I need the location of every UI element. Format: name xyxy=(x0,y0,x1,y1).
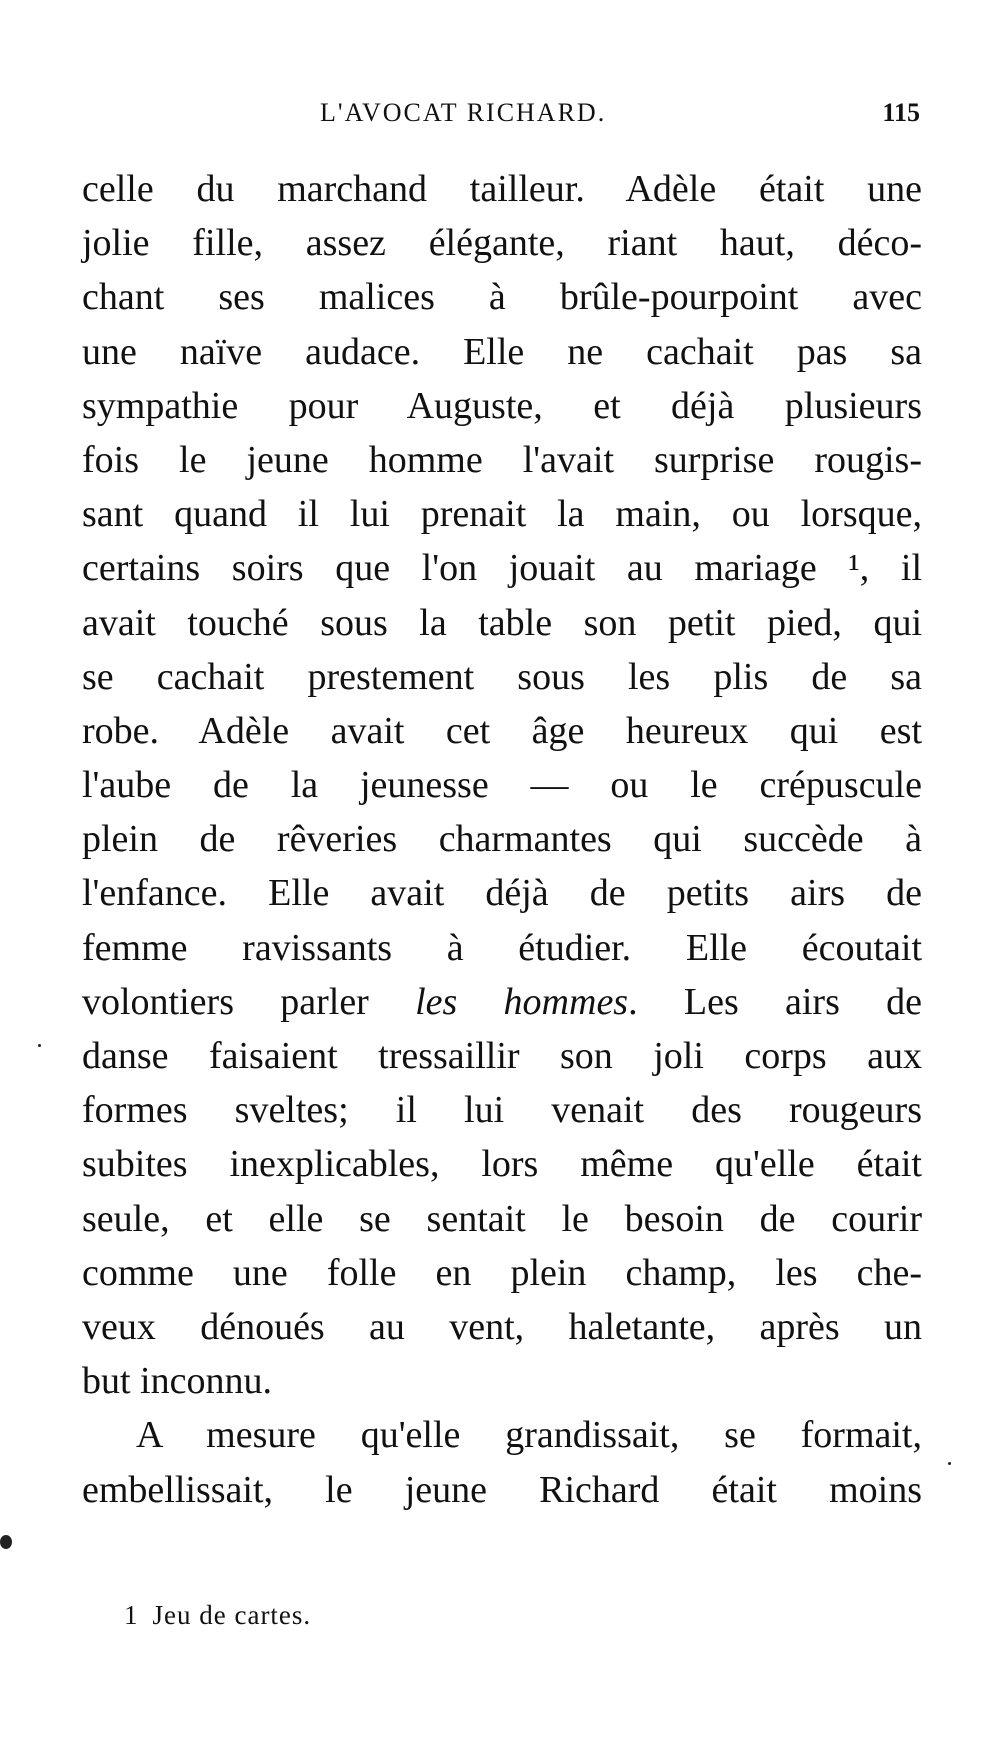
text-line: formes sveltes; il lui venait des rougeurs xyxy=(82,1089,922,1132)
text-line: certains soirs que l'on jouait au mariage ¹, il xyxy=(82,547,922,590)
text-line: subites inexplicables, lors même qu'elle était xyxy=(82,1143,922,1186)
paragraph-start-line: A mesure qu'elle grandissait, se formait, xyxy=(136,1414,922,1457)
text-line: une naïve audace. Elle ne cachait pas sa xyxy=(82,330,922,373)
text-line: jolie fille, assez élégante, riant haut, déco- xyxy=(82,222,922,265)
running-title: L'AVOCAT RICHARD. xyxy=(320,98,607,127)
text-line: sympathie pour Auguste, et déjà plusieurs xyxy=(82,384,922,427)
text-line: femme ravissants à étudier. Elle écoutait xyxy=(82,926,922,969)
text-line: chant ses malices à brûle-pourpoint avec xyxy=(82,276,922,319)
text-line: but inconnu. xyxy=(82,1360,272,1403)
ink-speck xyxy=(38,1044,41,1047)
page-number: 115 xyxy=(882,98,920,127)
text-line: avait touché sous la table son petit pied, qui xyxy=(82,601,922,644)
body-text xyxy=(82,162,922,1517)
text-line: danse faisaient tressaillir son joli corps aux xyxy=(82,1035,922,1077)
text-line-mixed xyxy=(82,975,922,1029)
text-line: fois le jeune homme l'avait surprise rougis- xyxy=(82,438,922,481)
italic-phrase: les hommes xyxy=(415,980,629,1023)
text-line: veux dénoués au vent, haletante, après un xyxy=(82,1305,922,1348)
ink-speck xyxy=(0,1535,12,1549)
text-line: embellissait, le jeune Richard était moins xyxy=(82,1468,922,1511)
text-segment: . Les airs de xyxy=(628,980,922,1023)
text-line: plein de rêveries charmantes qui succède à xyxy=(82,818,922,861)
text-line: l'aube de la jeunesse — ou le crépuscule xyxy=(82,764,922,807)
running-head xyxy=(80,98,920,138)
text-segment: volontiers parler xyxy=(82,980,416,1023)
text-line: l'enfance. Elle avait déjà de petits airs de xyxy=(82,872,922,915)
text-line: se cachait prestement sous les plis de sa xyxy=(82,655,922,698)
text-line: celle du marchand tailleur. Adèle était une xyxy=(82,168,922,210)
text-line: seule, et elle se sentait le besoin de courir xyxy=(82,1197,922,1240)
footnote-marker: 1 xyxy=(124,1600,139,1630)
text-line: comme une folle en plein champ, les che- xyxy=(82,1251,922,1294)
ink-speck xyxy=(948,1462,951,1465)
text-line: robe. Adèle avait cet âge heureux qui est xyxy=(82,709,922,752)
text-line: sant quand il lui prenait la main, ou lorsque, xyxy=(82,493,922,536)
footnote xyxy=(124,1600,311,1631)
footnote-text: Jeu de cartes. xyxy=(152,1600,312,1630)
